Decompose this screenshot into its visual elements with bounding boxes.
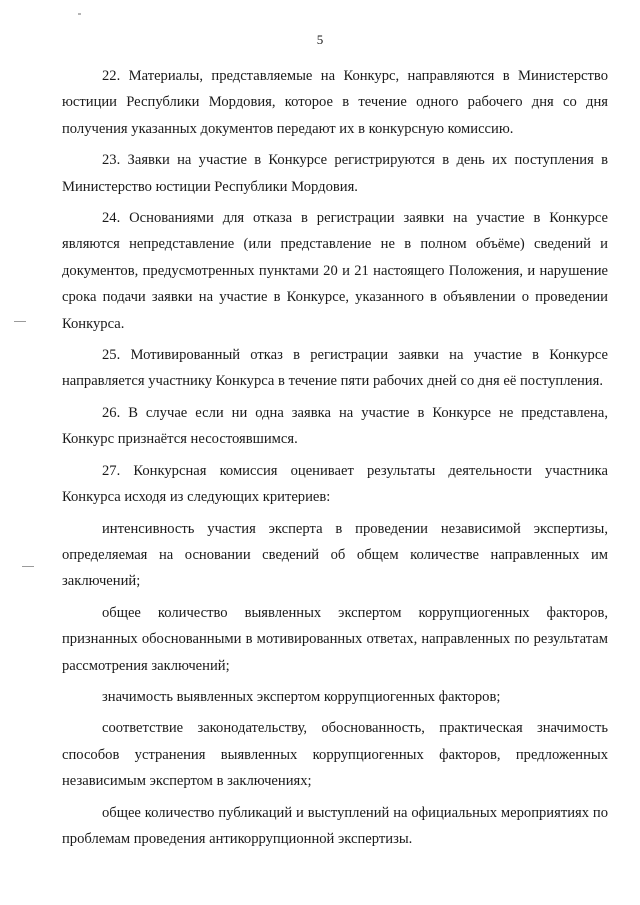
criterion-item: соответствие законодательству, обоснованность, практическая значимость способов устранения выявленных коррупциогенных факторов, предложенных независимым экспертом в заключениях; — [62, 720, 608, 790]
criterion-item: значимость выявленных экспертом коррупциогенных факторов; — [102, 688, 501, 705]
paragraph-24: 24. Основаниями для отказа в регистрации заявки на участие в Конкурсе являются непредставление (или представление не в полном объёме) сведений и документов, предусмотренных пунктами 20 и 21 настоящего Положения, и нарушение срока подачи заявки на участие в Конкурсе, указанного в объявлении о проведении Конкурса. — [62, 210, 608, 332]
scan-speck — [78, 13, 81, 15]
criterion-item: интенсивность участия эксперта в проведении независимой экспертизы, определяемая на основании сведений об общем количестве направленных им заключений; — [62, 520, 608, 590]
paragraph-27: 27. Конкурсная комиссия оценивает результаты деятельности участника Конкурса исходя из следующих критериев: — [62, 462, 608, 506]
criterion-item: общее количество выявленных экспертом коррупциогенных факторов, признанных обоснованными в мотивированных ответах, направленных по результатам рассмотрения заключений; — [62, 604, 608, 674]
paragraph-22: 22. Материалы, представляемые на Конкурс, направляются в Министерство юстиции Республики Мордовия, которое в течение одного рабочего дня со дня получения указанных документов передают их в конкурсную комиссию. — [62, 68, 608, 137]
paragraph-23: 23. Заявки на участие в Конкурсе регистрируются в день их поступления в Министерство юстиции Республики Мордовия. — [62, 152, 608, 195]
document-body — [62, 63, 608, 857]
margin-mark — [14, 321, 26, 322]
paragraph-25: 25. Мотивированный отказ в регистрации заявки на участие в Конкурсе направляется участнику Конкурса в течение пяти рабочих дней со дня её поступления. — [62, 347, 608, 390]
criterion-item: общее количество публикаций и выступлений на официальных мероприятиях по проблемам проведения антикоррупционной экспертизы. — [62, 804, 608, 847]
paragraph-26: 26. В случае если ни одна заявка на участие в Конкурсе не представлена, Конкурс признаётся несостоявшимся. — [62, 404, 608, 448]
margin-mark — [22, 566, 34, 567]
page-number: 5 — [316, 32, 324, 47]
